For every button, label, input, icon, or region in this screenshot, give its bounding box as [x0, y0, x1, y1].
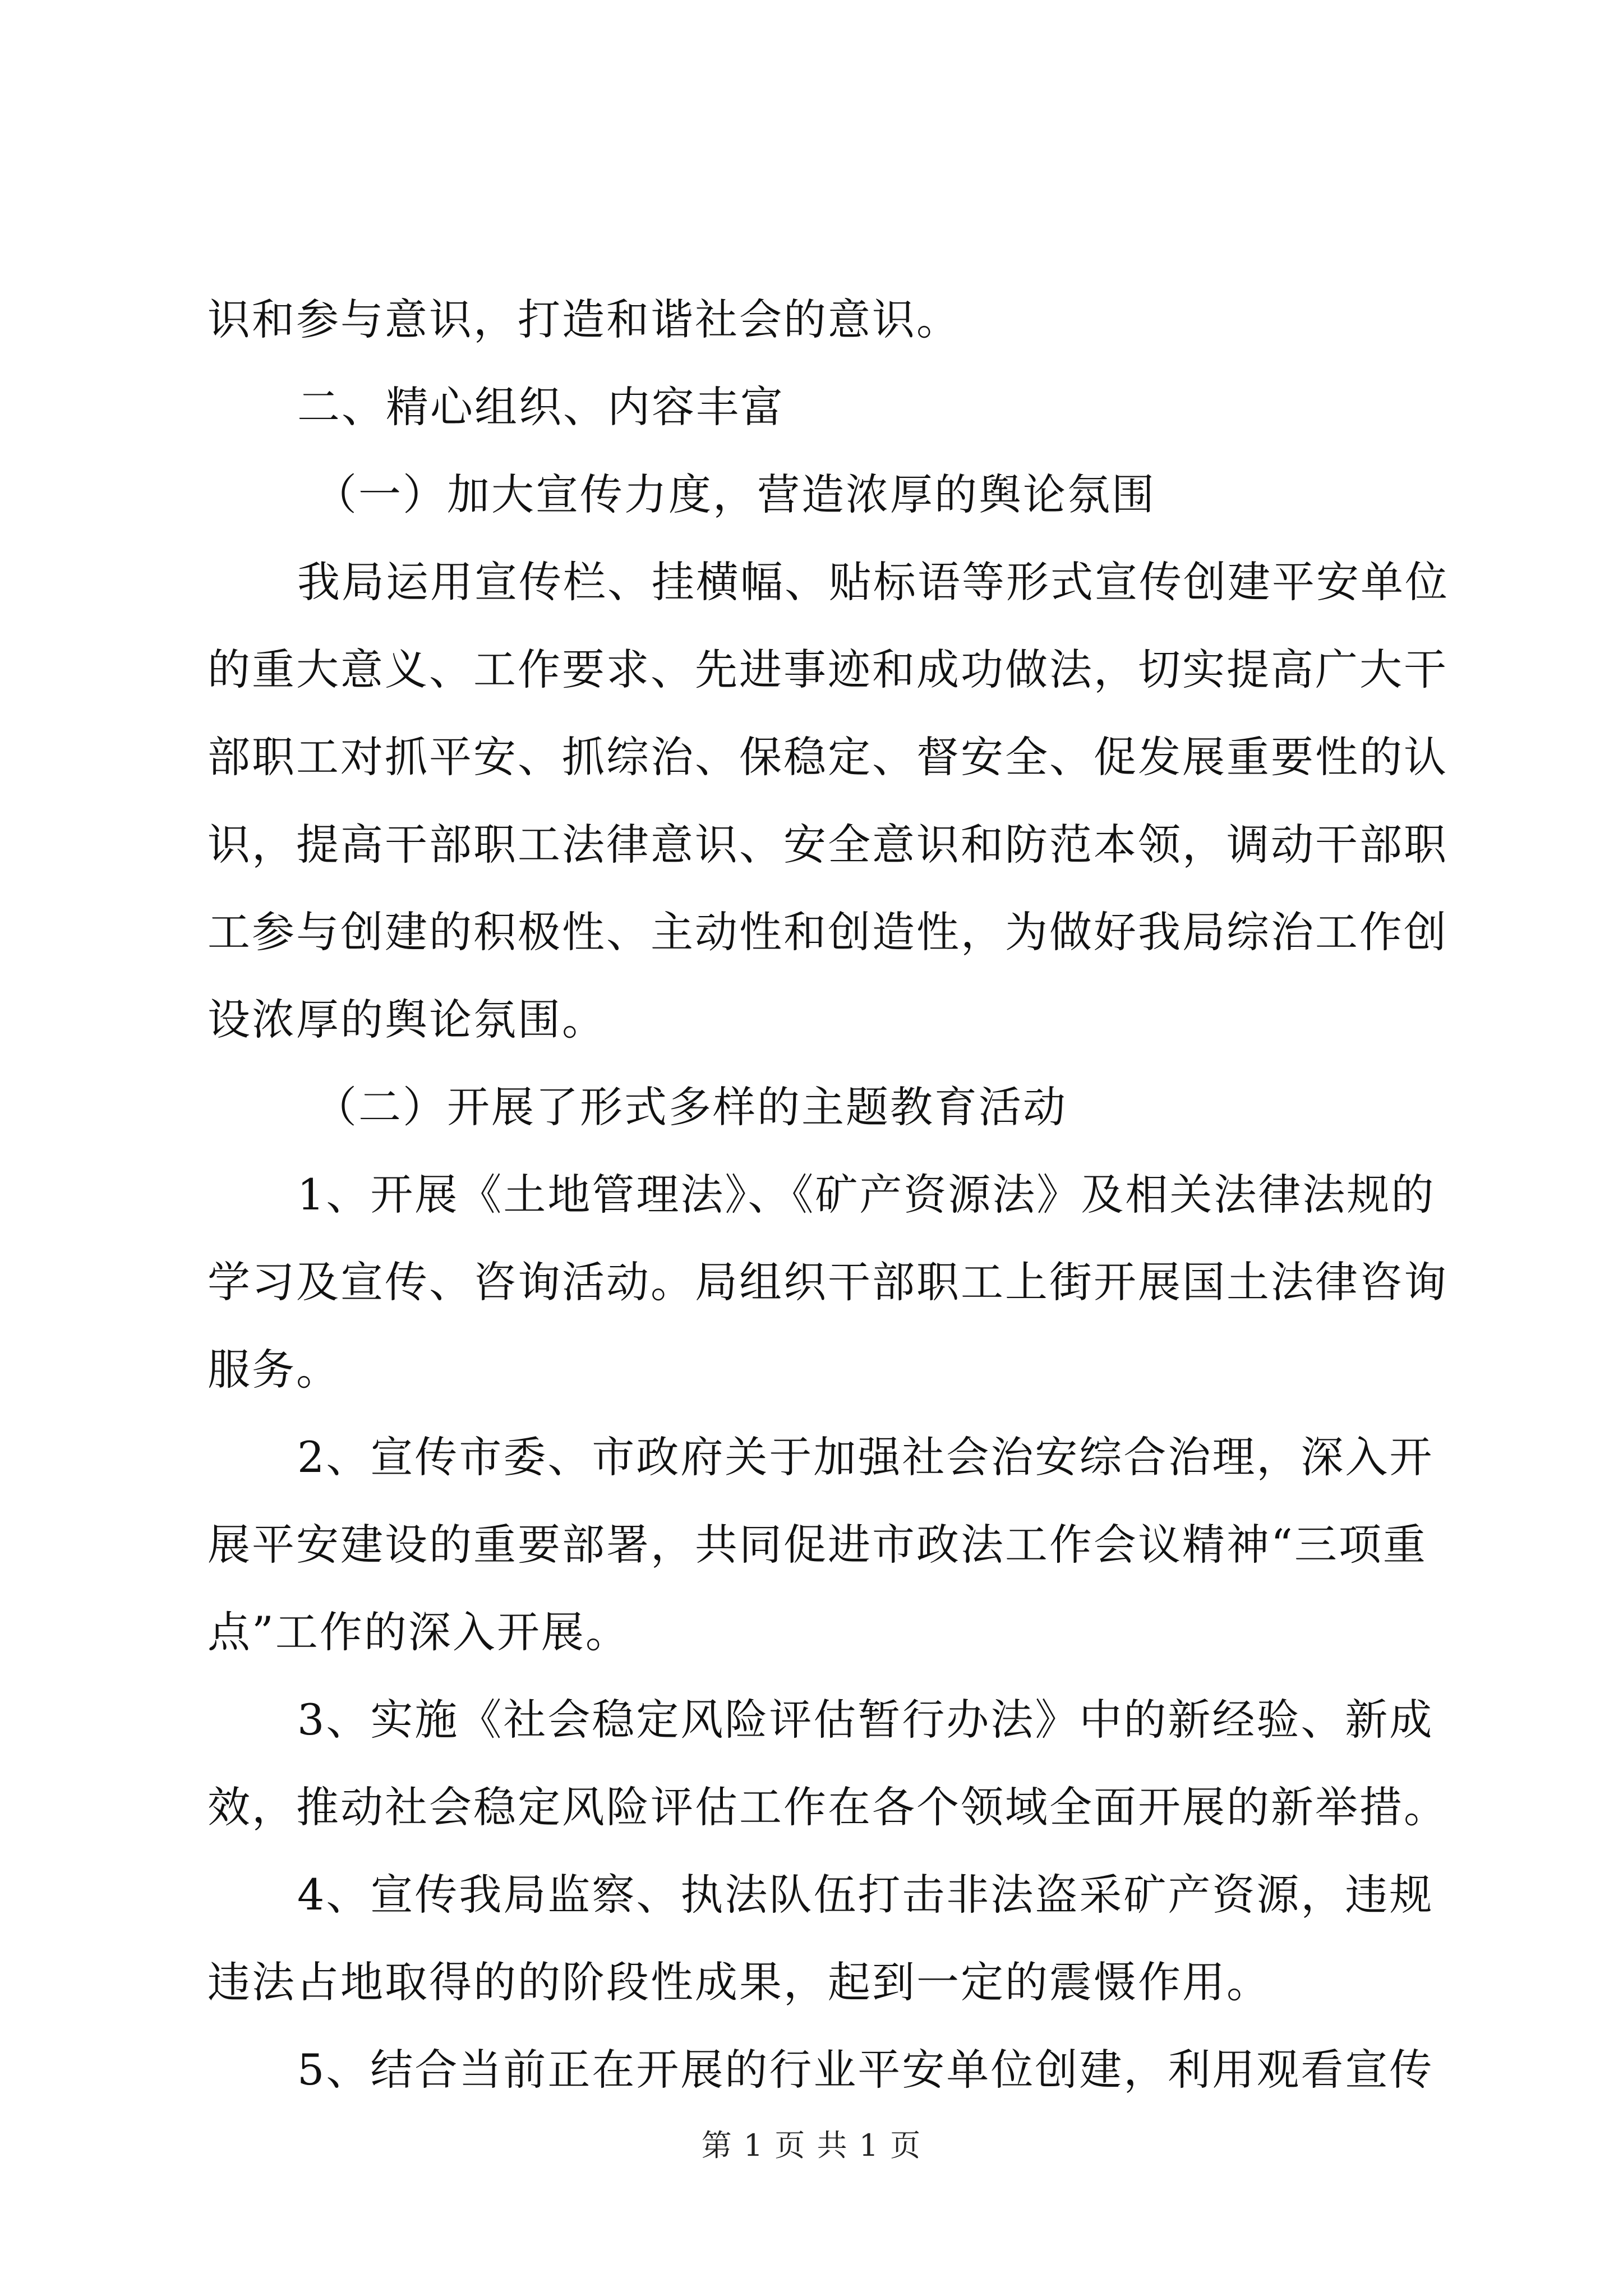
- body-line-5: 的重大意义、工作要求、先进事迹和成功做法，切实提高广大干: [208, 645, 1448, 694]
- body-line-19: 4、宣传我局监察、执法队伍打击非法盗采矿产资源，违规: [297, 1870, 1434, 1920]
- body-line-17: 3、实施《社会稳定风险评估暂行办法》中的新经验、新成: [297, 1695, 1434, 1745]
- body-line-7: 识，提高干部职工法律意识、安全意识和防范本领，调动干部职: [208, 820, 1448, 869]
- body-line-20: 违法占地取得的的阶段性成果，起到一定的震慑作用。: [208, 1957, 1271, 2007]
- body-line-18: 效，推动社会稳定风险评估工作在各个领域全面开展的新举措。: [208, 1782, 1448, 1832]
- subsection-heading-1: （一）加大宣传力度，营造浓厚的舆论氛围: [314, 470, 1156, 519]
- body-line-12: 学习及宣传、咨询活动。局组织干部职工上街开展国土法律咨询: [208, 1257, 1448, 1307]
- subsection-heading-2: （二）开展了形式多样的主题教育活动: [314, 1082, 1067, 1132]
- body-line-21: 5、结合当前正在开展的行业平安单位创建，利用观看宣传: [297, 2045, 1434, 2095]
- page-footer: 第 1 页 共 1 页: [701, 2128, 922, 2163]
- body-line-1: 识和参与意识，打造和谐社会的意识。: [208, 295, 961, 344]
- body-line-6: 部职工对抓平安、抓综治、保稳定、督安全、促发展重要性的认: [208, 732, 1448, 782]
- body-line-16: 点”工作的深入开展。: [208, 1607, 630, 1657]
- body-line-8: 工参与创建的积极性、主动性和创造性，为做好我局综治工作创: [208, 907, 1448, 957]
- section-heading: 二、精心组织、内容丰富: [297, 382, 785, 432]
- body-line-15: 展平安建设的重要部署，共同促进市政法工作会议精神“三项重: [208, 1520, 1427, 1570]
- body-line-9: 设浓厚的舆论氛围。: [208, 995, 606, 1045]
- body-line-13: 服务。: [208, 1345, 340, 1395]
- body-line-11: 1、开展《土地管理法》、《矿产资源法》及相关法律法规的: [297, 1170, 1436, 1220]
- body-line-14: 2、宣传市委、市政府关于加强社会治安综合治理，深入开: [297, 1432, 1434, 1482]
- body-line-4: 我局运用宣传栏、挂横幅、贴标语等形式宣传创建平安单位: [297, 557, 1449, 607]
